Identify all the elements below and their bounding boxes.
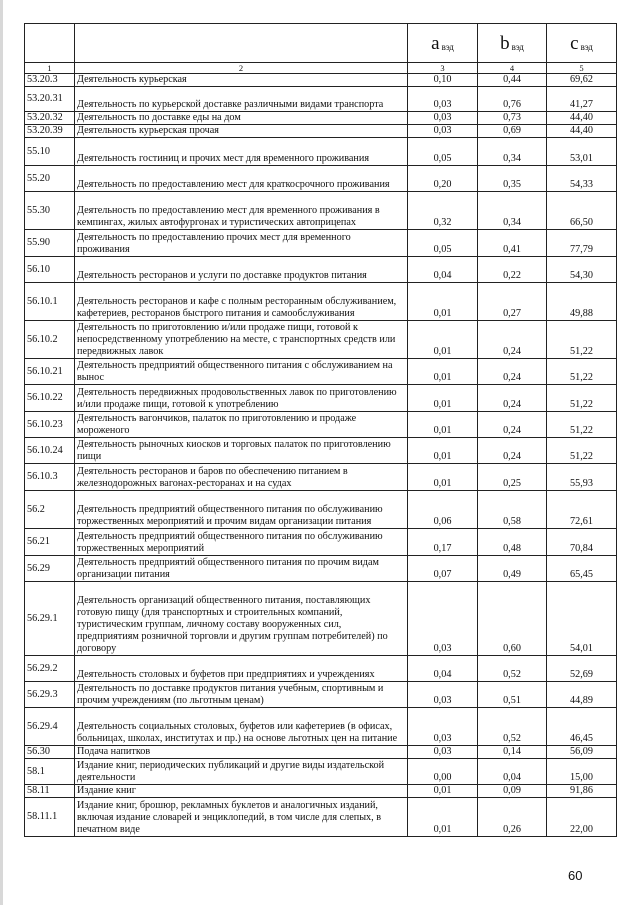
- coefficient-c-cell: 54,01: [547, 582, 617, 656]
- activity-code-cell: 55.20: [25, 166, 75, 192]
- coefficient-a-cell: 0,17: [408, 529, 478, 556]
- table-row: [25, 359, 617, 385]
- header-b-sub: вэд: [511, 42, 524, 52]
- activity-description-cell: Издание книг, периодических публикаций и другие виды издательской деятельности: [75, 759, 408, 785]
- coefficient-b-cell: 0,24: [478, 359, 547, 385]
- table-row: [25, 529, 617, 556]
- coefficient-b-cell: 0,73: [478, 112, 547, 125]
- table-row: [25, 112, 617, 125]
- coefficient-a-cell: 0,01: [408, 464, 478, 491]
- table-row: [25, 682, 617, 708]
- table-row: [25, 87, 617, 112]
- coefficient-c-cell: 66,50: [547, 192, 617, 230]
- coefficient-b-cell: 0,04: [478, 759, 547, 785]
- activity-description-cell: Деятельность предприятий общественного питания по обслуживанию торжественных мероприятий: [75, 529, 408, 556]
- activity-code-cell: 53.20.3: [25, 74, 75, 87]
- coefficient-b-cell: 0,76: [478, 87, 547, 112]
- coefficient-b-cell: 0,34: [478, 138, 547, 166]
- activity-code-cell: 56.29.1: [25, 582, 75, 656]
- coefficient-a-cell: 0,04: [408, 257, 478, 283]
- coefficient-b-cell: 0,24: [478, 385, 547, 412]
- activity-description-cell: Деятельность по приготовлению и/или продаже пищи, готовой к непосредственному употреблению на месте, с транспортных средств или передвижных лавок: [75, 321, 408, 359]
- coefficient-c-cell: 54,33: [547, 166, 617, 192]
- coefficient-b-cell: 0,52: [478, 656, 547, 682]
- table-row: [25, 138, 617, 166]
- activity-code-cell: 58.11: [25, 785, 75, 798]
- column-number-row: [25, 63, 617, 74]
- activity-code-cell: 56.29: [25, 556, 75, 582]
- header-b-cell: [478, 24, 547, 63]
- activity-code-cell: 53.20.31: [25, 87, 75, 112]
- coefficient-b-cell: 0,24: [478, 412, 547, 438]
- coefficient-a-cell: 0,01: [408, 798, 478, 837]
- column-number: 5: [547, 63, 617, 74]
- coefficient-a-cell: 0,03: [408, 112, 478, 125]
- activity-code-cell: 55.90: [25, 230, 75, 257]
- coefficient-b-cell: 0,14: [478, 746, 547, 759]
- activity-code-cell: 56.29.4: [25, 708, 75, 746]
- coefficient-b-cell: 0,49: [478, 556, 547, 582]
- activity-code-cell: 56.10: [25, 257, 75, 283]
- table-row: [25, 708, 617, 746]
- coefficient-b-cell: 0,27: [478, 283, 547, 321]
- coefficient-a-cell: 0,03: [408, 125, 478, 138]
- activity-description-cell: Деятельность вагончиков, палаток по приготовлению и продаже мороженого: [75, 412, 408, 438]
- activity-description-cell: Издание книг, брошюр, рекламных буклетов и аналогичных изданий, включая издание словарей и энциклопедий, в том числе для слепых, в печатном виде: [75, 798, 408, 837]
- coefficient-b-cell: 0,24: [478, 438, 547, 464]
- activity-description-cell: Деятельность курьерская: [75, 74, 408, 87]
- page-edge: [0, 0, 3, 905]
- table-row: [25, 283, 617, 321]
- header-a-sub: вэд: [441, 42, 454, 52]
- table-row: [25, 798, 617, 837]
- coefficient-a-cell: 0,01: [408, 438, 478, 464]
- activity-code-cell: 56.10.2: [25, 321, 75, 359]
- activity-description-cell: Деятельность по предоставлению прочих мест для временного проживания: [75, 230, 408, 257]
- activity-description-cell: Деятельность ресторанов и баров по обеспечению питанием в железнодорожных вагонах-ресторанах и на судах: [75, 464, 408, 491]
- header-c-sub: вэд: [580, 42, 593, 52]
- coefficient-b-cell: 0,69: [478, 125, 547, 138]
- coefficient-c-cell: 70,84: [547, 529, 617, 556]
- coefficient-c-cell: 51,22: [547, 385, 617, 412]
- table-row: [25, 385, 617, 412]
- coefficient-a-cell: 0,01: [408, 359, 478, 385]
- header-b-letter: b: [500, 33, 510, 54]
- table-row: [25, 464, 617, 491]
- table-row: [25, 582, 617, 656]
- coefficient-a-cell: 0,05: [408, 138, 478, 166]
- column-number: 1: [25, 63, 75, 74]
- activity-code-cell: 58.1: [25, 759, 75, 785]
- coefficient-c-cell: 51,22: [547, 359, 617, 385]
- coefficient-a-cell: 0,06: [408, 491, 478, 529]
- coefficient-c-cell: 54,30: [547, 257, 617, 283]
- table-row: [25, 438, 617, 464]
- coefficient-c-cell: 91,86: [547, 785, 617, 798]
- coefficient-a-cell: 0,01: [408, 785, 478, 798]
- coefficient-a-cell: 0,20: [408, 166, 478, 192]
- activity-description-cell: Деятельность предприятий общественного питания по прочим видам организации питания: [75, 556, 408, 582]
- coefficient-c-cell: 44,40: [547, 112, 617, 125]
- header-a-letter: a: [431, 33, 440, 54]
- coefficient-c-cell: 72,61: [547, 491, 617, 529]
- table-row: [25, 759, 617, 785]
- header-code-cell: [25, 24, 75, 63]
- coefficient-c-cell: 15,00: [547, 759, 617, 785]
- header-a-cell: [408, 24, 478, 63]
- column-number: 3: [408, 63, 478, 74]
- table-row: [25, 125, 617, 138]
- table-header-row: [25, 24, 617, 63]
- activity-description-cell: Деятельность предприятий общественного питания по обслуживанию торжественных мероприятий и прочим видам организации питания: [75, 491, 408, 529]
- activity-description-cell: Деятельность ресторанов и услуги по доставке продуктов питания: [75, 257, 408, 283]
- coefficient-a-cell: 0,03: [408, 746, 478, 759]
- coefficient-c-cell: 44,40: [547, 125, 617, 138]
- coefficient-c-cell: 46,45: [547, 708, 617, 746]
- activity-description-cell: Подача напитков: [75, 746, 408, 759]
- activity-code-cell: 56.10.24: [25, 438, 75, 464]
- activity-code-cell: 56.2: [25, 491, 75, 529]
- activity-description-cell: Деятельность столовых и буфетов при предприятиях и учреждениях: [75, 656, 408, 682]
- coefficients-table: [24, 23, 617, 837]
- activity-code-cell: 55.30: [25, 192, 75, 230]
- coefficient-b-cell: 0,34: [478, 192, 547, 230]
- coefficient-b-cell: 0,48: [478, 529, 547, 556]
- coefficient-a-cell: 0,01: [408, 283, 478, 321]
- table-row: [25, 230, 617, 257]
- coefficient-a-cell: 0,01: [408, 385, 478, 412]
- coefficient-c-cell: 65,45: [547, 556, 617, 582]
- coefficient-c-cell: 44,89: [547, 682, 617, 708]
- activity-description-cell: Деятельность по курьерской доставке различными видами транспорта: [75, 87, 408, 112]
- activity-code-cell: 56.10.21: [25, 359, 75, 385]
- coefficient-a-cell: 0,03: [408, 582, 478, 656]
- table-row: [25, 166, 617, 192]
- table-row: [25, 556, 617, 582]
- coefficient-b-cell: 0,25: [478, 464, 547, 491]
- table-row: [25, 785, 617, 798]
- activity-code-cell: 55.10: [25, 138, 75, 166]
- coefficient-c-cell: 51,22: [547, 412, 617, 438]
- coefficient-c-cell: 77,79: [547, 230, 617, 257]
- coefficient-a-cell: 0,01: [408, 321, 478, 359]
- activity-code-cell: 56.10.1: [25, 283, 75, 321]
- coefficient-b-cell: 0,44: [478, 74, 547, 87]
- table-row: [25, 656, 617, 682]
- table-row: [25, 491, 617, 529]
- activity-description-cell: Деятельность предприятий общественного питания с обслуживанием на вынос: [75, 359, 408, 385]
- coefficient-c-cell: 52,69: [547, 656, 617, 682]
- activity-description-cell: Деятельность по предоставлению мест для краткосрочного проживания: [75, 166, 408, 192]
- activity-code-cell: 56.21: [25, 529, 75, 556]
- page-number: 60: [568, 868, 583, 883]
- activity-code-cell: 53.20.39: [25, 125, 75, 138]
- coefficient-c-cell: 55,93: [547, 464, 617, 491]
- coefficient-b-cell: 0,26: [478, 798, 547, 837]
- coefficient-b-cell: 0,41: [478, 230, 547, 257]
- coefficient-c-cell: 69,62: [547, 74, 617, 87]
- coefficient-b-cell: 0,52: [478, 708, 547, 746]
- coefficient-b-cell: 0,24: [478, 321, 547, 359]
- coefficient-a-cell: 0,03: [408, 682, 478, 708]
- coefficient-a-cell: 0,03: [408, 87, 478, 112]
- activity-code-cell: 56.29.2: [25, 656, 75, 682]
- header-c-cell: [547, 24, 617, 63]
- coefficient-b-cell: 0,22: [478, 257, 547, 283]
- table-row: [25, 321, 617, 359]
- coefficient-c-cell: 41,27: [547, 87, 617, 112]
- coefficient-a-cell: 0,10: [408, 74, 478, 87]
- coefficient-c-cell: 56,09: [547, 746, 617, 759]
- activity-code-cell: 56.10.22: [25, 385, 75, 412]
- activity-code-cell: 53.20.32: [25, 112, 75, 125]
- coefficient-b-cell: 0,51: [478, 682, 547, 708]
- coefficient-a-cell: 0,01: [408, 412, 478, 438]
- coefficient-c-cell: 49,88: [547, 283, 617, 321]
- table-row: [25, 746, 617, 759]
- activity-description-cell: Издание книг: [75, 785, 408, 798]
- coefficient-a-cell: 0,07: [408, 556, 478, 582]
- table-row: [25, 412, 617, 438]
- activity-code-cell: 58.11.1: [25, 798, 75, 837]
- table-row: [25, 74, 617, 87]
- coefficient-c-cell: 22,00: [547, 798, 617, 837]
- activity-description-cell: Деятельность социальных столовых, буфетов или кафетериев (в офисах, больницах, школах, институтах и пр.) на основе льготных цен на питание: [75, 708, 408, 746]
- coefficient-b-cell: 0,09: [478, 785, 547, 798]
- activity-code-cell: 56.30: [25, 746, 75, 759]
- coefficient-c-cell: 51,22: [547, 438, 617, 464]
- header-c-letter: c: [570, 33, 579, 54]
- coefficient-a-cell: 0,03: [408, 708, 478, 746]
- coefficient-a-cell: 0,04: [408, 656, 478, 682]
- coefficient-a-cell: 0,32: [408, 192, 478, 230]
- activity-description-cell: Деятельность гостиниц и прочих мест для временного проживания: [75, 138, 408, 166]
- coefficient-a-cell: 0,00: [408, 759, 478, 785]
- coefficient-c-cell: 53,01: [547, 138, 617, 166]
- activity-code-cell: 56.29.3: [25, 682, 75, 708]
- coefficient-b-cell: 0,60: [478, 582, 547, 656]
- table-row: [25, 257, 617, 283]
- activity-description-cell: Деятельность рыночных киосков и торговых палаток по приготовлению пищи: [75, 438, 408, 464]
- activity-description-cell: Деятельность курьерская прочая: [75, 125, 408, 138]
- activity-code-cell: 56.10.23: [25, 412, 75, 438]
- column-number: 4: [478, 63, 547, 74]
- coefficient-c-cell: 51,22: [547, 321, 617, 359]
- coefficient-b-cell: 0,58: [478, 491, 547, 529]
- coefficient-b-cell: 0,35: [478, 166, 547, 192]
- column-number: 2: [75, 63, 408, 74]
- coefficient-a-cell: 0,05: [408, 230, 478, 257]
- activity-code-cell: 56.10.3: [25, 464, 75, 491]
- activity-description-cell: Деятельность по предоставлению мест для временного проживания в кемпингах, жилых автофургонах и туристических автоприцепах: [75, 192, 408, 230]
- activity-description-cell: Деятельность ресторанов и кафе с полным ресторанным обслуживанием, кафетериев, ресторанов быстрого питания и самообслуживания: [75, 283, 408, 321]
- header-desc-cell: [75, 24, 408, 63]
- activity-description-cell: Деятельность передвижных продовольственных лавок по приготовлению и/или продаже пищи, готовой к употреблению: [75, 385, 408, 412]
- activity-description-cell: Деятельность организаций общественного питания, поставляющих готовую пищу (для транспортных и строительных компаний, туристическим группам, личному составу вооруженных сил, предприятиям розничной торговли и другим группам потребителей) по договору: [75, 582, 408, 656]
- activity-description-cell: Деятельность по доставке еды на дом: [75, 112, 408, 125]
- activity-description-cell: Деятельность по доставке продуктов питания учебным, спортивным и прочим учреждениям (по льготным ценам): [75, 682, 408, 708]
- table-row: [25, 192, 617, 230]
